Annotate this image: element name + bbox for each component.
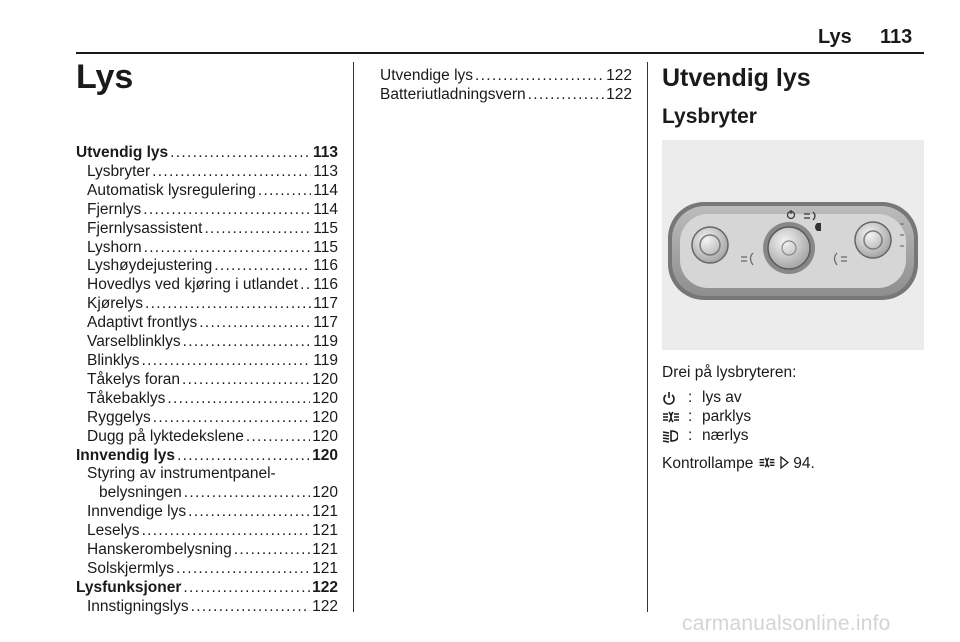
parking-light-icon: [758, 456, 776, 474]
toc-entry[interactable]: [76, 182, 338, 201]
toc-label: Utvendige lys: [380, 67, 474, 84]
toc-leader-dots: [258, 182, 311, 201]
control-lamp-reference: [662, 455, 815, 474]
toc-leader-dots: [183, 579, 310, 598]
toc-leader-dots: [176, 560, 310, 579]
toc-entry[interactable]: [380, 67, 632, 86]
legend-text: nærlys: [702, 427, 749, 444]
toc-entry[interactable]: [76, 352, 338, 371]
toc-entry[interactable]: [76, 390, 338, 409]
legend-text: lys av: [702, 389, 742, 406]
toc-entry[interactable]: [76, 314, 338, 333]
toc-page-number: 122: [312, 597, 338, 615]
toc-page-number: 119: [313, 333, 338, 351]
watermark: carmanualsonline.info: [682, 612, 891, 635]
toc-leader-dots: [214, 257, 311, 276]
toc-leader-dots: [528, 86, 605, 105]
toc-page-number: 117: [313, 314, 338, 332]
legend-row: : nærlys: [662, 426, 751, 445]
toc-entry[interactable]: [76, 163, 338, 182]
legend-text: parklys: [702, 408, 752, 425]
toc-entry[interactable]: [76, 295, 338, 314]
toc-section-entry[interactable]: [76, 144, 338, 163]
column-divider: [647, 62, 648, 612]
toc-entry[interactable]: [76, 333, 338, 352]
toc-label: belysningen: [99, 484, 182, 502]
table-of-contents-column-1: [76, 144, 338, 617]
switch-positions-legend: [662, 388, 751, 445]
toc-leader-dots: [153, 409, 310, 428]
toc-section-entry[interactable]: [76, 447, 338, 466]
table-of-contents-column-2: [380, 67, 632, 105]
column-divider: [353, 62, 354, 612]
toc-page-number: 116: [313, 276, 338, 294]
toc-leader-dots: [167, 390, 310, 409]
toc-page-number: 115: [313, 238, 338, 256]
toc-entry[interactable]: [76, 276, 338, 295]
toc-label: Innstigningslys: [87, 597, 189, 615]
toc-label: Kjørelys: [87, 295, 143, 313]
chapter-title: Lys: [76, 58, 134, 96]
toc-leader-dots: [144, 239, 312, 258]
toc-label: Tåkelys foran: [87, 370, 181, 388]
section-title: Utvendig lys: [662, 64, 811, 92]
toc-page-number: 121: [312, 522, 338, 540]
toc-leader-dots: [177, 447, 310, 466]
toc-entry[interactable]: [76, 598, 338, 617]
toc-leader-dots: [170, 144, 311, 163]
toc-entry[interactable]: [76, 220, 338, 239]
toc-leader-dots: [191, 598, 310, 617]
toc-label: Styring av instrumentpanel-: [87, 465, 276, 483]
toc-page-number: 114: [313, 200, 338, 218]
toc-entry[interactable]: [76, 503, 338, 522]
toc-page-number: 113: [313, 162, 338, 180]
toc-page-number: 113: [312, 144, 338, 161]
toc-leader-dots: [145, 295, 311, 314]
toc-label: Blinklys: [87, 351, 140, 369]
toc-leader-dots: [188, 503, 310, 522]
toc-page-number: 120: [312, 484, 338, 502]
toc-page-number: 116: [313, 257, 338, 275]
page-reference[interactable]: 94.: [793, 455, 815, 472]
toc-label: Hovedlys ved kjøring i utlandet: [87, 276, 299, 294]
toc-entry[interactable]: [76, 428, 338, 447]
toc-label: Tåkebaklys: [87, 389, 166, 407]
toc-label: Fjernlys: [87, 200, 142, 218]
toc-page-number: 115: [313, 219, 338, 237]
toc-page-number: 120: [312, 370, 338, 388]
toc-leader-dots: [246, 428, 310, 447]
toc-entry[interactable]: [76, 201, 338, 220]
toc-page-number: 121: [312, 559, 338, 577]
toc-leader-dots: [183, 333, 312, 352]
toc-section-entry[interactable]: [76, 579, 338, 598]
toc-label: Utvendig lys: [76, 144, 169, 161]
toc-page-number: 120: [312, 446, 338, 464]
toc-leader-dots: [204, 220, 311, 239]
toc-label: Automatisk lysregulering: [87, 181, 256, 199]
toc-label: Adaptivt frontlys: [87, 314, 198, 332]
toc-page-number: 120: [312, 408, 338, 426]
power-off-icon: [662, 391, 688, 405]
toc-leader-dots: [300, 276, 311, 295]
toc-label: Ryggelys: [87, 408, 151, 426]
toc-leader-dots: [234, 541, 310, 560]
instruction-text: Drei på lysbryteren:: [662, 364, 797, 381]
toc-label: Lysfunksjoner: [76, 578, 182, 596]
toc-entry[interactable]: [76, 371, 338, 390]
toc-entry[interactable]: [76, 409, 338, 428]
toc-page-number: 120: [312, 427, 338, 445]
toc-page-number: 122: [312, 578, 338, 596]
toc-label: Varselblinklys: [87, 333, 181, 351]
light-switch-figure: [662, 140, 924, 350]
toc-entry[interactable]: [76, 239, 338, 258]
toc-entry[interactable]: [76, 522, 338, 541]
toc-leader-dots: [182, 371, 310, 390]
light-switch-illustration: [662, 140, 924, 350]
toc-page-number: 121: [312, 503, 338, 521]
toc-label: Dugg på lyktedekslene: [87, 427, 244, 445]
toc-label: Batteriutladningsvern: [380, 85, 526, 103]
toc-label: Innvendige lys: [87, 503, 187, 521]
toc-entry[interactable]: [76, 560, 338, 579]
toc-label: Lysbryter: [87, 162, 151, 180]
running-header-title: Lys: [818, 26, 852, 48]
toc-leader-dots: [143, 201, 311, 220]
toc-label: Leselys: [87, 522, 140, 540]
toc-leader-dots: [142, 352, 312, 371]
toc-label: Innvendig lys: [76, 446, 176, 464]
toc-label: Solskjermlys: [87, 559, 174, 577]
toc-leader-dots: [475, 67, 604, 86]
toc-page-number: 114: [313, 181, 338, 199]
legend-row: : lys av: [662, 388, 751, 407]
toc-page-number: 120: [312, 389, 338, 407]
toc-leader-dots: [184, 484, 310, 503]
low-beam-icon: [662, 429, 688, 443]
toc-label: Lyshorn: [87, 238, 142, 256]
toc-entry[interactable]: [76, 257, 338, 276]
toc-entry[interactable]: [380, 86, 632, 105]
toc-entry[interactable]: [76, 541, 338, 560]
toc-page-number: 117: [313, 295, 338, 313]
toc-label: Lyshøydejustering: [87, 257, 213, 275]
parking-light-icon: [662, 410, 688, 424]
toc-entry: [76, 465, 338, 484]
control-lamp-text: Kontrollampe: [662, 455, 754, 472]
toc-page-number: 121: [312, 541, 338, 559]
toc-label: Hanskerombelysning: [87, 541, 232, 559]
toc-page-number: 119: [313, 351, 338, 369]
legend-row: : parklys: [662, 407, 751, 426]
toc-entry[interactable]: [76, 484, 338, 503]
header-rule: [76, 52, 924, 54]
section-subtitle: Lysbryter: [662, 105, 757, 128]
toc-page-number: 122: [606, 67, 632, 84]
toc-page-number: 122: [606, 85, 632, 103]
page-number: 113: [880, 26, 913, 48]
page-reference-arrow-icon: [780, 456, 789, 474]
toc-leader-dots: [199, 314, 311, 333]
toc-leader-dots: [152, 163, 311, 182]
toc-label: Fjernlysassistent: [87, 219, 203, 237]
toc-leader-dots: [142, 522, 311, 541]
